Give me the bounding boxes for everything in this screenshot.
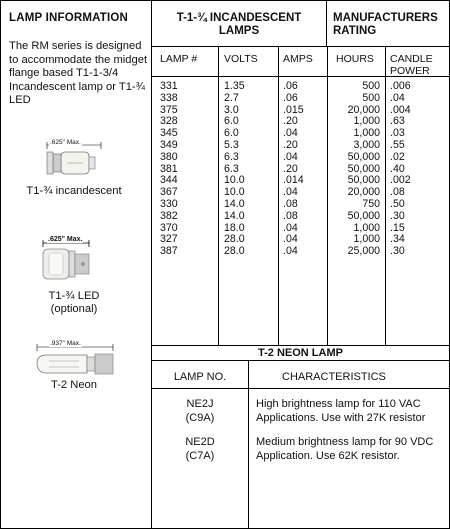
neon-lamp-code: NE2D	[185, 436, 215, 448]
neon-lamp-diagram	[31, 340, 121, 377]
lamp-cell-cp: .04	[390, 91, 405, 104]
lamp-cell-amps: .04	[283, 233, 298, 246]
lamp-cell-lamp: 367	[160, 186, 178, 199]
lamp-cell-cp: .03	[390, 127, 405, 140]
col-header-hours: HOURS	[336, 53, 374, 65]
col-header-lamp: LAMP #	[160, 53, 198, 65]
col-header-volts: VOLTS	[224, 53, 258, 65]
neon-char-line1: High brightness lamp for 110 VAC	[256, 398, 421, 410]
lamp-cell-volts: 6.0	[224, 127, 239, 140]
neon-lamp-alt-code: (C7A)	[185, 449, 215, 462]
neon-row-lamp	[152, 436, 248, 463]
amps-column	[283, 81, 325, 258]
lamp-cell-volts: 6.3	[224, 162, 239, 175]
lamp-table-panel	[152, 1, 449, 528]
lamp-cell-amps: .20	[283, 138, 298, 151]
lamp-cell-lamp: 338	[160, 91, 178, 104]
lamp-cell-lamp: 370	[160, 221, 178, 234]
neon-char-line1: Medium brightness lamp for 90 VDC	[256, 436, 434, 448]
lamp-cell-cp: .08	[390, 186, 405, 199]
lamp-cell-hours: 50,000	[347, 162, 380, 175]
neon-row-lamp	[152, 398, 248, 425]
manufacturers-title-line2: RATING	[333, 25, 377, 37]
led-caption-line1: T1-¾ LED	[48, 290, 100, 302]
neon-char-line2: Applications. Use with 27K resistor	[256, 411, 426, 424]
lamp-cell-lamp: 380	[160, 150, 178, 163]
lamp-cell-lamp: 382	[160, 209, 178, 222]
lamp-cell-volts: 14.0	[224, 209, 245, 222]
lamp-cell-cp: .34	[390, 233, 405, 246]
lamp-cell-hours: 50,000	[347, 209, 380, 222]
incandescent-dimension-label: .625" Max.	[50, 139, 81, 146]
lamp-cell-hours: 500	[362, 91, 380, 104]
lamp-cell-hours: 1,000	[353, 221, 380, 234]
lamp-cell-amps: .04	[283, 245, 298, 258]
lamp-cell-hours: 1,000	[353, 115, 380, 128]
lamp-cell-amps: .08	[283, 197, 298, 210]
lamp-information-title: LAMP INFORMATION	[9, 12, 129, 24]
lamp-cell-hours: 50,000	[347, 150, 380, 163]
neon-lamp-alt-code: (C9A)	[185, 411, 215, 424]
manufacturers-title-line1: MANUFACTURERS	[333, 12, 438, 24]
grid-line	[278, 47, 279, 345]
lamp-cell-lamp: 328	[160, 115, 178, 128]
lamp-cell-amps: .04	[283, 127, 298, 140]
grid-line	[218, 47, 219, 345]
lamp-cell-amps: .20	[283, 162, 298, 175]
led-caption	[9, 290, 139, 316]
lamp-cell-hours: 750	[362, 197, 380, 210]
lamp-cell-volts: 3.0	[224, 103, 239, 116]
lamp-cell-volts: 6.3	[224, 150, 239, 163]
hours-column	[328, 81, 380, 258]
lamp-cell-amps: .015	[283, 103, 304, 116]
led-dimension-label: .625" Max.	[48, 236, 83, 243]
neon-col-header-characteristics: CHARACTERISTICS	[282, 371, 386, 383]
lamp-cell-volts: 28.0	[224, 233, 245, 246]
lamp-cell-amps: .08	[283, 209, 298, 222]
led-lamp-diagram	[39, 236, 109, 281]
lamp-cell-cp: .30	[390, 245, 405, 258]
lamp-cell-cp: .40	[390, 162, 405, 175]
lamp-cell-hours: 20,000	[347, 103, 380, 116]
neon-row-characteristics	[256, 436, 446, 463]
lamp-cell-hours: 500	[362, 80, 380, 92]
incandescent-title-line1: T-1-¾ INCANDESCENT	[176, 12, 302, 24]
lamp-cell-cp: .004	[390, 103, 411, 116]
lamp-cell-amps: .06	[283, 91, 298, 104]
manufacturers-header	[327, 1, 449, 47]
led-caption-line2: (optional)	[50, 303, 98, 315]
lamp-cell-cp: .002	[390, 174, 411, 187]
neon-dimension-label: .937" Max.	[50, 340, 81, 347]
lamp-information-panel	[1, 1, 152, 528]
lamp-cell-hours: 3,000	[353, 138, 380, 151]
lamp-cell-hours: 20,000	[347, 186, 380, 199]
lamp-cell-volts: 28.0	[224, 245, 245, 258]
lamp-cell-lamp: 331	[160, 80, 178, 92]
lamp-cell-amps: .06	[283, 80, 298, 92]
lamp-cell-cp: .50	[390, 197, 405, 210]
lamp-cell-amps: .04	[283, 221, 298, 234]
lamp-cell-lamp: 387	[160, 245, 178, 258]
lamp-cell-lamp: 345	[160, 127, 178, 140]
lamp-cell-cp: .63	[390, 115, 405, 128]
col-header-candle-line1: CANDLE	[390, 53, 433, 65]
lamp-cell-lamp: 327	[160, 233, 178, 246]
lamp-cell-amps: .20	[283, 115, 298, 128]
lamp-cell-amps: .04	[283, 186, 298, 199]
volts-column	[224, 81, 276, 258]
lamp-cell-volts: 14.0	[224, 197, 245, 210]
neon-grid-line	[248, 361, 249, 528]
lamp-cell-volts: 6.0	[224, 115, 239, 128]
lamp-cell-cp: .15	[390, 221, 405, 234]
lamp-cell-hours: 1,000	[353, 127, 380, 140]
neon-char-line2: Application. Use 62K resistor.	[256, 449, 400, 462]
col-header-candle-line2: POWER	[390, 65, 430, 77]
lamp-cell-amps: .04	[283, 150, 298, 163]
incandescent-caption: T1-¾ incandescent	[26, 185, 122, 197]
candle-power-column	[390, 81, 446, 258]
incandescent-title-line2: LAMPS	[218, 25, 260, 37]
lamp-information-description: The RM series is designed to accommodate the midget flange based T1-1-3/4 Incandescent lamp or T1-¾ LED	[9, 40, 148, 107]
neon-col-header-lamp: LAMP NO.	[173, 371, 227, 383]
lamp-cell-volts: 1.35	[224, 80, 245, 92]
lamp-cell-cp: .006	[390, 80, 411, 92]
lamp-cell-lamp: 344	[160, 174, 178, 187]
incandescent-header	[152, 1, 327, 47]
lamp-cell-cp: .55	[390, 138, 405, 151]
lamp-cell-volts: 5.3	[224, 138, 239, 151]
neon-header-divider	[152, 388, 449, 389]
neon-row-characteristics	[256, 398, 446, 425]
lamp-cell-lamp: 381	[160, 162, 178, 175]
lamp-cell-amps: .014	[283, 174, 304, 187]
lamp-cell-volts: 10.0	[224, 174, 245, 187]
neon-section-title: T-2 NEON LAMP	[152, 345, 449, 361]
lamp-cell-hours: 25,000	[347, 245, 380, 258]
lamp-cell-cp: .30	[390, 209, 405, 222]
neon-caption: T-2 Neon	[50, 379, 98, 391]
lamp-cell-lamp: 349	[160, 138, 178, 151]
incandescent-lamp-diagram	[39, 141, 109, 181]
col-header-candle-power	[390, 47, 433, 77]
lamp-cell-hours: 50,000	[347, 174, 380, 187]
lamp-number-column	[160, 81, 216, 258]
lamp-cell-lamp: 330	[160, 197, 178, 210]
grid-line	[385, 47, 386, 345]
lamp-cell-cp: .02	[390, 150, 405, 163]
lamp-cell-lamp: 375	[160, 103, 178, 116]
lamp-cell-volts: 10.0	[224, 186, 245, 199]
col-header-amps: AMPS	[283, 53, 313, 65]
lamp-cell-hours: 1,000	[353, 233, 380, 246]
lamp-cell-volts: 2.7	[224, 91, 239, 104]
lamp-cell-volts: 18.0	[224, 221, 245, 234]
neon-lamp-code: NE2J	[186, 398, 214, 410]
